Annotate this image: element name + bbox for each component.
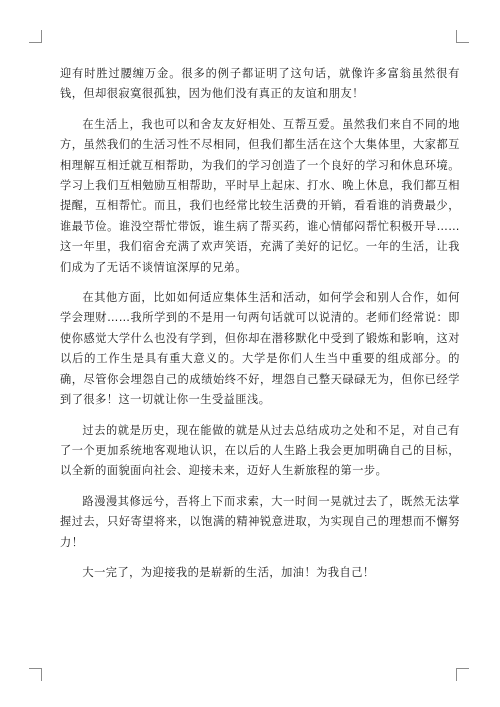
crop-mark-top-left	[29, 30, 42, 43]
crop-mark-top-right	[456, 30, 469, 43]
paragraph-closing: 大一完了，为迎接我的是崭新的生活，加油！为我自己！	[82, 565, 375, 579]
crop-mark-bottom-right	[456, 668, 469, 681]
document-body	[60, 64, 460, 593]
paragraph-other-aspects: 在其他方面，比如如何适应集体生活和活动，如何学会和别人合作，如何学会理财……我所学到的不是用一句两句话就可以说清的。老师们经常说：即使你感觉大学什么也没有学到，但你却在潜移默化中受到了锻炼和影响，这对以后的工作生是具有重大意义的。大学是你们人生当中重要的组成部分。的确，尽管你会埋怨自己的成绩始终不好，埋怨自己整天碌碌无为，但你已经学到了很多！这一切就让你一生受益匪浅。	[60, 291, 460, 407]
paragraph-resolve: 路漫漫其修远兮，吾将上下而求索，大一时间一晃就过去了，既然无法掌握过去，只好寄望将来，以饱满的精神锐意进取，为实现自己的理想而不懈努力！	[60, 494, 460, 549]
paragraph-dorm-life: 在生活上，我也可以和舍友友好相处、互帮互爱。虽然我们来自不同的地方，虽然我们的生活习性不尽相同，但我们都生活在这个大集体里，大家都互相理解互相迁就互相帮助，为我们的学习创造了一个良好的学习和休息环境。学习上我们互相勉励互相帮助，平时早上起床、打水、晚上休息，我们都互相提醒，互相帮忙。而且，我们也经常比较生活费的开销，看看谁的消费最少，谁最节俭。谁没空帮忙带饭，谁生病了帮买药，谁心情郁闷帮忙积极开导……这一年里，我们宿舍充满了欢声笑语，充满了美好的记忆。一年的生活，让我们成为了无话不谈情谊深厚的兄弟。	[60, 117, 460, 274]
crop-mark-bottom-left	[29, 668, 42, 681]
paragraph-continuation: 迎有时胜过腰缠万金。很多的例子都证明了这句话，就像许多富翁虽然很有钱，但却很寂寞很孤独，因为他们没有真正的友谊和朋友！	[60, 67, 460, 101]
paragraph-reflection: 过去的就是历史，现在能做的就是从过去总结成功之处和不足，对自己有了一个更加系统地客观地认识，在以后的人生路上我会更加明确自己的目标，以全新的面貌面向社会、迎接未来，迈好人生新旅程的第一步。	[60, 423, 460, 478]
